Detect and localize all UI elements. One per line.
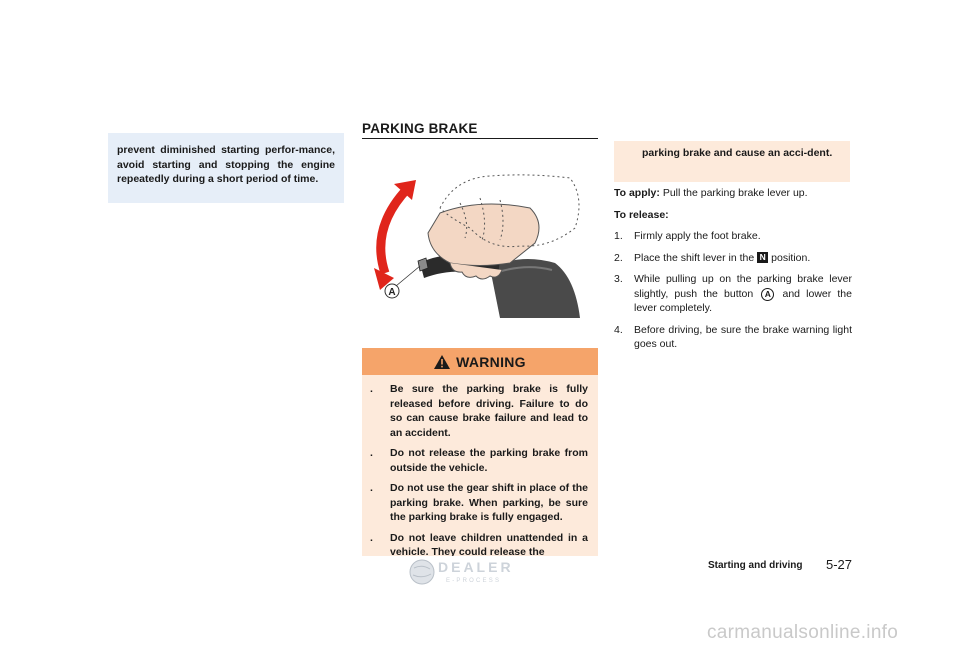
callout-line (396, 266, 420, 286)
release-steps (614, 229, 852, 352)
motion-arrow-icon (381, 188, 408, 273)
warning-item: . Do not release the parking brake from outside the vehicle. (370, 447, 588, 474)
warning-title: WARNING (456, 353, 526, 370)
continued-note-text: prevent diminished starting perfor-mance, avoid starting and stopping the engine repeatedly during a short period of time. (117, 144, 335, 185)
dealer-logo-sub: E-PROCESS (446, 578, 502, 584)
parking-brake-instructions (614, 186, 852, 359)
apply-instruction (614, 186, 852, 201)
site-watermark: carmanualsonline.info (707, 622, 899, 643)
dealer-logo (408, 556, 548, 586)
apply-text: Pull the parking brake lever up. (662, 187, 808, 199)
warning-item: . Be sure the parking brake is fully released before driving. Failure to do so can cause brake failure and lead to an accident. (370, 383, 588, 439)
warning-item: . Do not leave children unattended in a vehicle. They could release the (370, 531, 588, 556)
page-number: 5-27 (826, 557, 853, 572)
warning-header (362, 348, 598, 375)
section-title: PARKING BRAKE (362, 121, 598, 139)
apply-label: To apply: (614, 187, 660, 199)
warning-continued-box (614, 141, 850, 182)
parking-brake-illustration (370, 168, 590, 318)
callout-label: A (388, 287, 396, 298)
warning-box (362, 348, 598, 556)
dealer-logo-text: DEALER (438, 559, 514, 575)
footer-section-name: Starting and driving (708, 560, 803, 571)
release-label: To release: (614, 208, 669, 221)
step-item: 2. Place the shift lever in the N position. (614, 251, 811, 264)
warning-continued-text: parking brake and cause an acci-dent. (642, 147, 833, 159)
warning-triangle-icon (434, 355, 450, 369)
step-item: 4. Before driving, be sure the brake warning light goes out. (614, 323, 852, 350)
step-item: 3. While pulling up on the parking brake lever slightly, push the button A and lower the lever completely. (614, 273, 852, 314)
dealer-logo-globe-icon (410, 560, 434, 584)
button-a-badge: A (761, 288, 774, 301)
warning-list (362, 375, 598, 556)
step-item: 1. Firmly apply the foot brake. (614, 230, 761, 242)
gear-n-badge: N (757, 252, 768, 263)
warning-item: . Do not use the gear shift in place of the parking brake. When parking, be sure the parking brake is fully engaged. (370, 482, 588, 523)
continued-note-box (108, 133, 344, 203)
